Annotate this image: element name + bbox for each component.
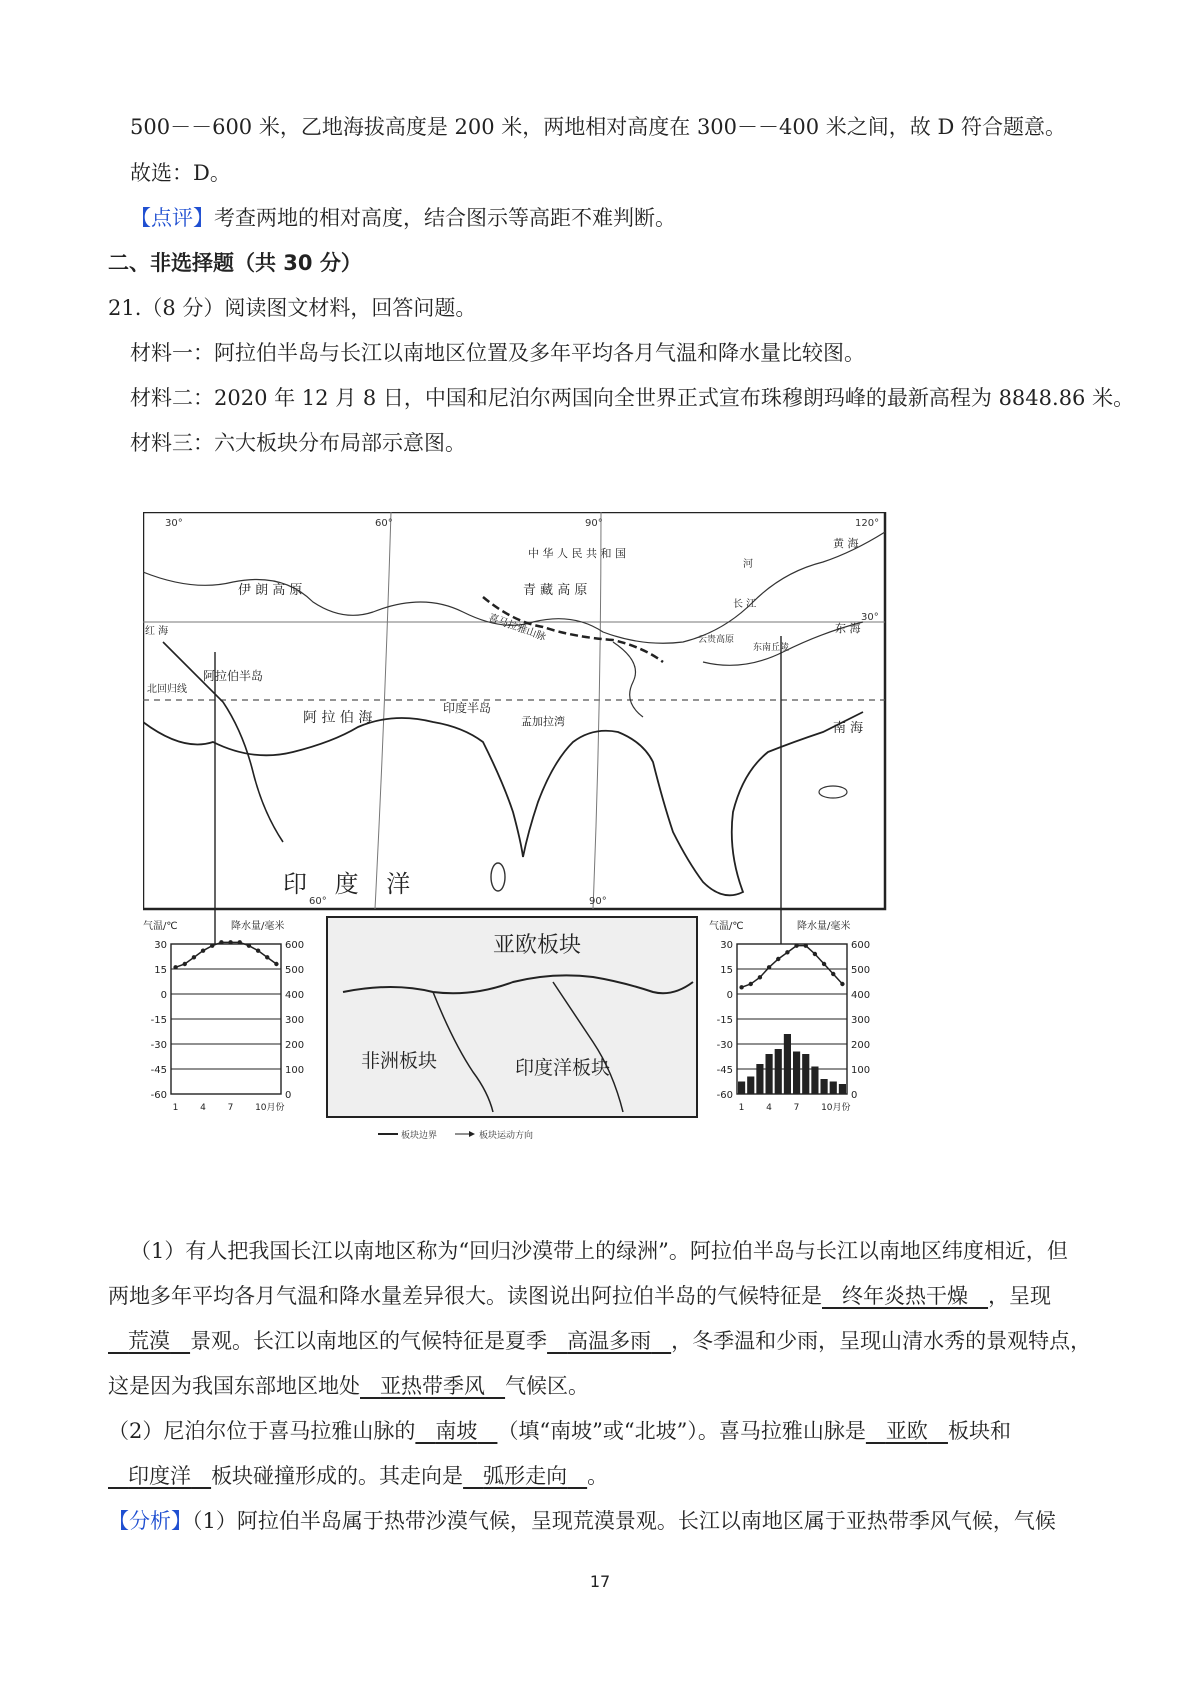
chart2-temp-point <box>776 957 780 961</box>
lon-label-120: 120° <box>855 518 880 529</box>
chart1-month-tick: 7 <box>227 1103 234 1113</box>
chart2-month-tick: 1 <box>738 1103 745 1113</box>
q2-answer-trend: 弧形走向 <box>483 1464 568 1488</box>
review-line <box>130 203 676 233</box>
chart2-precip-bar <box>802 1054 809 1094</box>
chart1-temp-tick: -15 <box>150 1015 167 1026</box>
chart2-month-tick: 10月份 <box>821 1103 851 1113</box>
chart2-temp-point <box>758 975 762 979</box>
chart2-temp-point <box>813 952 817 956</box>
map-label-dongshan: 东南丘陵 <box>753 643 790 653</box>
chart1-precip-tick: 200 <box>285 1040 305 1051</box>
chart2-precip-bar <box>811 1067 818 1095</box>
chart2-temp-tick: -45 <box>716 1065 733 1076</box>
chart2-temp-tick: -30 <box>716 1040 733 1051</box>
plate-inset <box>327 917 697 1141</box>
chart2-temp-point <box>840 982 844 986</box>
q1-line-4-text: 这是因为我国东部地区地处 <box>108 1374 360 1398</box>
lon-label-90: 90° <box>585 518 603 529</box>
chart1-precip-axis-label: 降水量/毫米 <box>231 921 285 932</box>
q2-line-2 <box>108 1461 608 1491</box>
q1-line-2-end: ，呈现 <box>988 1284 1052 1308</box>
q1-line-3 <box>108 1326 1091 1356</box>
legend-boundary-label: 板块边界 <box>401 1131 438 1141</box>
chart1-temp-point <box>173 965 177 969</box>
material-3: 材料三：六大板块分布局部示意图。 <box>130 431 466 455</box>
chart2-precip-bar <box>756 1064 763 1094</box>
chart2-precip-tick: 500 <box>851 965 871 976</box>
lon-label-60-bottom: 60° <box>309 896 327 907</box>
map-label-tropic: 北回归线 <box>147 684 187 695</box>
chart2-precip-tick: 400 <box>851 990 871 1001</box>
asia-map <box>143 512 885 944</box>
chart1-precip-tick: 100 <box>285 1065 305 1076</box>
chart2-temp-axis-label: 气温/℃ <box>709 921 744 932</box>
chart2-precip-tick: 200 <box>851 1040 871 1051</box>
chart2-temp-point <box>749 982 753 986</box>
chart2-temp-point <box>822 962 826 966</box>
figure-maps-and-charts <box>143 512 933 1212</box>
legend-motion-label: 板块运动方向 <box>479 1131 534 1141</box>
q2-answer-plate-1: 亚欧 <box>885 1419 928 1443</box>
chart2-precip-tick: 300 <box>851 1015 871 1026</box>
q2-line-2-end: 。 <box>587 1464 609 1488</box>
chart1-temp-point <box>228 940 232 944</box>
q2-answer-plate-2: 印度洋 <box>128 1464 192 1488</box>
chart1-precip-tick: 600 <box>285 940 305 951</box>
chart2-month-tick: 7 <box>793 1103 800 1113</box>
climate-chart-arabia <box>143 919 304 1113</box>
map-label-yungui: 云贵高原 <box>698 635 735 645</box>
map-label-india-peninsula: 印度半岛 <box>443 701 492 715</box>
map-label-arabian-sea: 阿 拉 伯 海 <box>303 710 373 726</box>
q2-line-1-end: 板块和 <box>947 1419 1011 1443</box>
plate-label-indian: 印度洋板块 <box>515 1057 611 1079</box>
q1-answer-climate: 终年炎热干燥 <box>842 1284 969 1308</box>
chart2-temp-point <box>831 972 835 976</box>
chart2-precip-bar <box>793 1052 800 1095</box>
analysis-tag: 【分析】 <box>108 1509 192 1533</box>
map-label-iran: 伊 朗 高 原 <box>238 583 303 598</box>
q1-line-3-end: ，冬季温和少雨，呈现山清水秀的景观特点， <box>671 1329 1092 1353</box>
review-tag: 【点评】 <box>130 206 214 230</box>
chart1-temp-point <box>201 948 205 952</box>
map-label-yellow-river: 河 <box>743 559 753 570</box>
map-label-red-sea: 红 海 <box>145 626 169 637</box>
q2-line-1-text: （2）尼泊尔位于喜马拉雅山脉的 <box>108 1419 416 1443</box>
chart2-temp-point <box>785 950 789 954</box>
chart1-precip-tick: 0 <box>285 1090 292 1101</box>
chart1-temp-point <box>183 962 187 966</box>
chart1-temp-point <box>265 955 269 959</box>
q1-answer-summer: 高温多雨 <box>567 1329 652 1353</box>
q1-answer-climate-zone: 亚热带季风 <box>380 1374 486 1398</box>
q1-line-3-mid: 景观。长江以南地区的气候特征是夏季 <box>190 1329 548 1353</box>
chart1-precip-tick: 500 <box>285 965 305 976</box>
chart1-precip-tick: 300 <box>285 1015 305 1026</box>
chart2-precip-bar <box>747 1077 754 1095</box>
chart2-precip-tick: 600 <box>851 940 871 951</box>
chart2-precip-tick: 0 <box>851 1090 858 1101</box>
chart2-temp-tick: -15 <box>716 1015 733 1026</box>
chart2-temp-point <box>767 965 771 969</box>
analysis-text: （1）阿拉伯半岛属于热带沙漠气候，呈现荒漠景观。长江以南地区属于亚热带季风气候，气候 <box>192 1509 1056 1533</box>
q1-line-2-text: 两地多年平均各月气温和降水量差异很大。读图说出阿拉伯半岛的气候特征是 <box>108 1284 822 1308</box>
answer-line-2: 故选：D。 <box>130 161 231 185</box>
material-2: 材料二：2020 年 12 月 8 日，中国和尼泊尔两国向全世界正式宣布珠穆朗玛峰的最新高程为 8848.86 米。 <box>130 386 1135 410</box>
chart1-temp-tick: 0 <box>160 990 167 1001</box>
chart2-temp-tick: 0 <box>726 990 733 1001</box>
chart2-precip-bar <box>738 1082 745 1095</box>
q1-line-4 <box>108 1371 589 1401</box>
q2-line-2-mid: 板块碰撞形成的。其走向是 <box>211 1464 464 1488</box>
map-label-tibet: 青 藏 高 原 <box>523 583 588 598</box>
map-label-indian-ocean: 印 度 洋 <box>283 870 421 898</box>
chart1-precip-tick: 400 <box>285 990 305 1001</box>
lon-label-30: 30° <box>165 518 183 529</box>
chart1-temp-point <box>238 940 242 944</box>
page-number: 17 <box>589 1572 611 1591</box>
answer-line-1: 500－－600 米，乙地海拔高度是 200 米，两地相对高度在 300－－400 米之间，故 D 符合题意。 <box>130 115 1066 139</box>
chart2-month-tick: 4 <box>766 1103 772 1113</box>
chart2-temp-tick: 15 <box>720 965 733 976</box>
lon-label-60: 60° <box>375 518 393 529</box>
chart2-temp-point <box>804 943 808 947</box>
chart2-precip-bar <box>821 1079 828 1094</box>
chart2-temp-tick: 30 <box>720 940 733 951</box>
chart1-month-tick: 1 <box>172 1103 179 1113</box>
chart2-precip-bar <box>775 1049 782 1094</box>
material-1: 材料一：阿拉伯半岛与长江以南地区位置及多年平均各月气温和降水量比较图。 <box>130 341 865 365</box>
chart1-temp-point <box>219 940 223 944</box>
chart1-month-tick: 10月份 <box>255 1103 285 1113</box>
chart2-precip-bar <box>839 1084 846 1094</box>
chart1-temp-tick: 30 <box>154 940 167 951</box>
q1-answer-landscape: 荒漠 <box>128 1329 171 1353</box>
section-heading: 二、非选择题（共 30 分） <box>108 251 362 275</box>
map-label-changjiang: 长 江 <box>733 599 757 610</box>
chart2-precip-bar <box>766 1054 773 1094</box>
plate-label-eurasian: 亚欧板块 <box>493 933 582 958</box>
chart2-precip-bar <box>830 1082 837 1095</box>
chart1-temp-tick: -30 <box>150 1040 167 1051</box>
chart1-temp-point <box>210 943 214 947</box>
analysis-line <box>108 1506 1056 1536</box>
map-label-south-china-sea: 南 海 <box>833 721 864 736</box>
chart1-temp-tick: -45 <box>150 1065 167 1076</box>
map-label-huanghai: 黄 海 <box>833 537 859 550</box>
q1-line-4-end: 气候区。 <box>505 1374 590 1398</box>
chart1-temp-point <box>274 962 278 966</box>
figure-svg <box>143 512 933 1212</box>
chart2-precip-tick: 100 <box>851 1065 871 1076</box>
q2-answer-slope: 南坡 <box>435 1419 478 1443</box>
lon-label-90-bottom: 90° <box>589 896 607 907</box>
chart1-month-tick: 4 <box>200 1103 206 1113</box>
chart1-temp-tick: -60 <box>150 1090 167 1101</box>
chart2-precip-bar <box>784 1034 791 1094</box>
q2-line-1 <box>108 1416 1011 1446</box>
climate-chart-changjiang <box>709 919 870 1113</box>
chart1-temp-point <box>256 948 260 952</box>
q1-line-2 <box>108 1281 1051 1311</box>
chart2-temp-point <box>794 943 798 947</box>
chart1-temp-point <box>192 955 196 959</box>
chart2-temp-point <box>739 985 743 989</box>
chart1-temp-point <box>247 943 251 947</box>
chart1-temp-tick: 15 <box>154 965 167 976</box>
review-text: 考查两地的相对高度，结合图示等高距不难判断。 <box>214 206 676 230</box>
q2-line-1-mid: （填“南坡”或“北坡”）。喜马拉雅山脉是 <box>497 1419 866 1443</box>
q1-line-1: （1）有人把我国长江以南地区称为“回归沙漠带上的绿洲”。阿拉伯半岛与长江以南地区纬度相近，但 <box>130 1239 1068 1263</box>
chart2-temp-tick: -60 <box>716 1090 733 1101</box>
question-21-title: 21.（8 分）阅读图文材料，回答问题。 <box>108 296 477 320</box>
map-label-east-sea: 东 海 <box>835 622 861 635</box>
map-label-bengal: 孟加拉湾 <box>521 715 565 728</box>
lat-label-30: 30° <box>861 612 879 623</box>
chart1-temp-axis-label: 气温/℃ <box>143 921 178 932</box>
map-label-china: 中 华 人 民 共 和 国 <box>528 547 626 560</box>
plate-label-african: 非洲板块 <box>361 1050 438 1072</box>
chart2-precip-axis-label: 降水量/毫米 <box>797 921 851 932</box>
map-label-himalaya: 喜马拉雅山脉 <box>486 612 548 644</box>
map-label-arabia: 阿拉伯半岛 <box>203 669 264 683</box>
